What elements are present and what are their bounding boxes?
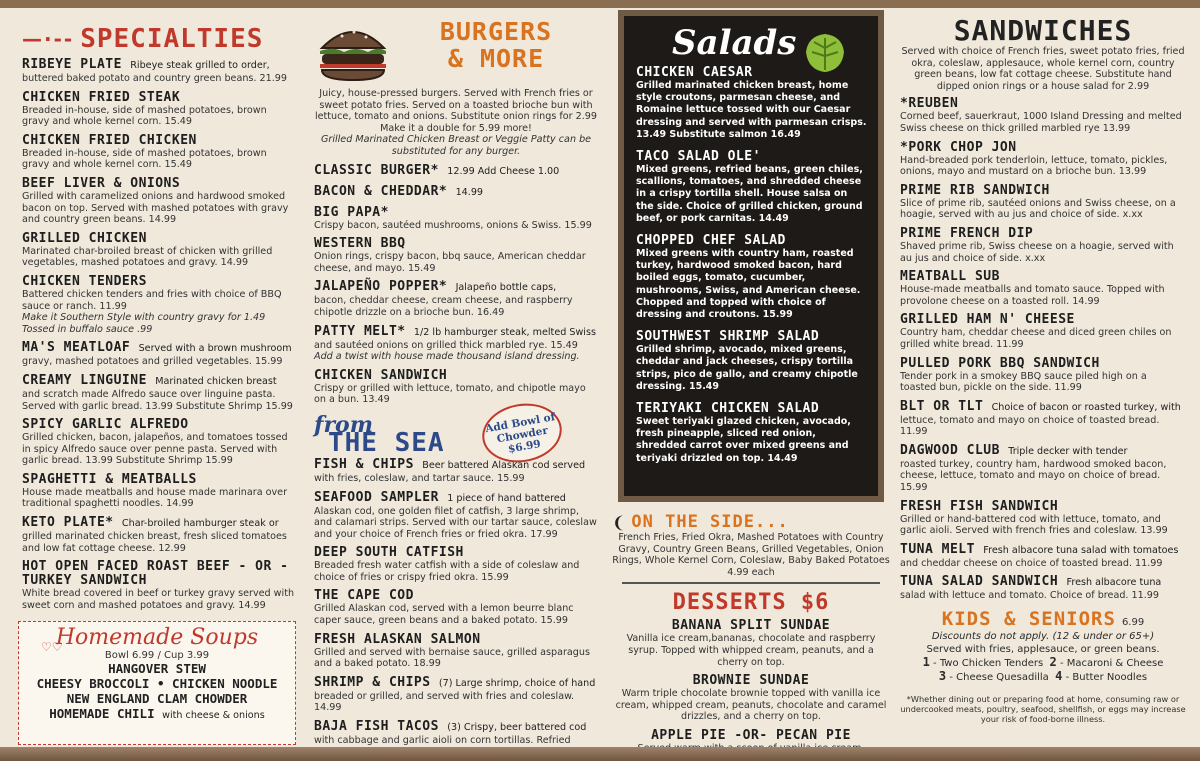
menu-item-name (900, 184, 1186, 198)
menu-item-title: BANANA SPLIT SUNDAE (671, 618, 831, 634)
menu-item-title: SEAFOOD SAMPLER (314, 489, 439, 505)
sea-from: from (314, 411, 374, 438)
menu-item-desc: Vanilla ice cream,bananas, chocolate and raspberry syrup. Topped with whipped cream, peanuts, and a cherry on top. (626, 633, 876, 668)
menu-item (636, 402, 868, 465)
menu-item-title: SPAGHETTI & MEATBALLS (22, 471, 197, 487)
menu-item (900, 543, 1186, 570)
kids-opt2: - Macaroni & Cheese (1059, 658, 1164, 670)
menu-item-inline-desc: 1 piece of hand battered (447, 492, 566, 504)
menu-item-name (22, 418, 296, 432)
menu-item-name (314, 720, 598, 735)
menu-item-name (612, 674, 890, 688)
menu-item-name (22, 374, 296, 389)
menu-item-title: MA'S MEATLOAF (22, 340, 131, 356)
menu-item-title: *REUBEN (900, 96, 959, 112)
menu-item (314, 206, 598, 232)
menu-item-desc: lettuce, tomato and mayo on choice of toasted bread. 11.99 (900, 414, 1160, 438)
menu-item-name (22, 91, 296, 105)
wood-border-bottom (0, 747, 1200, 761)
menu-item-name (314, 633, 598, 647)
burgers-column (304, 10, 606, 745)
menu-item-title: PRIME RIB SANDWICH (900, 182, 1050, 198)
burgers-title-line2: & MORE (447, 44, 545, 73)
menu-item-title: CHOPPED CHEF SALAD (636, 233, 786, 249)
kids-options-row-1 (900, 656, 1186, 670)
menu-item-desc: salad with lettuce and tomato. Choice of bread. 11.99 (900, 590, 1159, 602)
burger-icon (314, 18, 394, 84)
menu-item-name (314, 491, 598, 506)
menu-item-desc: Tender pork in a smokey BBQ sauce piled high on a toasted bun, pickle on the side. 11.99 (900, 370, 1147, 394)
menu-item (314, 325, 598, 363)
menu-item-desc: bacon, cheddar cheese, cream cheese, and raspberry chipotle drizzle on a brioche bun. 16.49 (314, 295, 573, 318)
burgers-title (394, 18, 598, 72)
menu-item-title: CHICKEN CAESAR (636, 65, 753, 80)
menu-item-name (314, 325, 598, 340)
soup-chili: HOMEMADE CHILI (49, 706, 155, 721)
kids-opt4-num: 4 (1055, 669, 1063, 684)
menu-item-desc: Slice of prime rib, sautéed onions and Swiss cheese, on a hoagie, served with au jus and choice of side. x.xx (900, 197, 1176, 221)
menu-item-name (900, 141, 1186, 155)
menu-item (314, 676, 598, 714)
menu-item-name (314, 185, 598, 200)
menu-item (900, 270, 1186, 307)
specialties-header (22, 24, 296, 54)
homemade-soups-box (18, 621, 296, 745)
menu-item-name (900, 400, 1186, 415)
food-safety-disclaimer: *Whether dining out or preparing food at home, consuming raw or undercooked meats, poultry, seafood, shellfish, or eggs may increase your risk of food-borne illness. (900, 694, 1186, 725)
side-header (612, 512, 890, 532)
menu-item-inline-desc: (7) Large shrimp, choice of hand (438, 677, 596, 689)
menu-item-title: FRESH ALASKAN SALMON (314, 631, 481, 647)
menu-item-title: TUNA SALAD SANDWICH (900, 574, 1059, 590)
menu-item-inline-desc: Triple decker with tender (1008, 445, 1128, 457)
hearts-icon: ♡♡ (41, 640, 63, 654)
wood-border-top (0, 0, 1200, 8)
menu-item-inline-desc: 14.99 (455, 186, 484, 198)
specialties-title: SPECIALTIES (80, 24, 264, 54)
menu-item-desc: Crispy or grilled with lettuce, tomato, and chipotle mayo on a bun. 13.49 (314, 382, 586, 406)
menu-item-title: TERIYAKI CHICKEN SALAD (636, 401, 820, 417)
menu-item-title: PULLED PORK BBQ SANDWICH (900, 355, 1100, 371)
menu-item-name (22, 473, 296, 487)
menu-item (314, 589, 598, 626)
menu-item-desc: Grilled shrimp, avocado, mixed greens, cheddar and jack cheeses, crispy tortilla strips, pico de gallo, and creamy chipotle dressing. 15.49 (636, 344, 858, 392)
menu-item-desc: Mixed greens with country ham, roasted turkey, hardwood smoked bacon, hard boiled eggs, tomato, cucumber, mushrooms, Swiss, and American cheese. Chopped and topped with choice of dressing and croutons. 15.99 (636, 248, 861, 321)
menu-item-title: SHRIMP & CHIPS (314, 674, 431, 690)
menu-item-name (22, 275, 296, 289)
menu-item (900, 141, 1186, 178)
menu-item-desc: White bread covered in beef or turkey gravy served with sweet corn and mashed potatoes and gravy. 14.99 (22, 588, 295, 611)
kids-served: Served with fries, applesauce, or green beans. (926, 644, 1160, 656)
menu-item (22, 134, 296, 171)
menu-item-inline-desc: 12.99 Add Cheese 1.00 (447, 165, 560, 177)
menu-item-title: BLT OR TLT (900, 398, 984, 414)
menu-item-title: BIG PAPA* (314, 204, 389, 220)
salads-list (636, 66, 868, 465)
salads-title: Salads (672, 23, 797, 63)
menu-item-title: SPICY GARLIC ALFREDO (22, 417, 189, 433)
menu-item-inline-desc: (3) Crispy, beer battered cod (447, 722, 587, 734)
desserts-list (612, 619, 890, 754)
menu-item-desc: Grilled or hand-battered cod with lettuce, tomato, and garlic aioli. Served with french fries and coleslaw. 13.99 (900, 513, 1168, 537)
menu-item-title: RIBEYE PLATE (22, 57, 122, 72)
menu-item (22, 275, 296, 335)
menu-item-note: Make it Southern Style with country gravy for 1.49 Tossed in buffalo sauce .99 (22, 312, 266, 335)
desserts-title: DESSERTS $6 (672, 590, 830, 616)
menu-item-desc: Shaved prime rib, Swiss cheese on a hoagie, served with au jus and choice of side. x.xx (900, 240, 1174, 264)
menu-item (314, 164, 598, 179)
kids-opt3-num: 3 (938, 669, 947, 684)
menu-item (314, 458, 598, 485)
soups-price: Bowl 6.99 / Cup 3.99 (104, 650, 210, 661)
menu-item-name (314, 458, 598, 473)
divider (622, 582, 880, 584)
menu-item-title: BAJA FISH TACOS (314, 719, 439, 735)
soup-chili-suffix: with cheese & onions (162, 710, 265, 721)
menu-item (900, 97, 1186, 134)
menu-item-desc: buttered baked potato and country green beans. 21.99 (22, 73, 287, 84)
menu-item (636, 330, 868, 393)
menu-item (900, 500, 1186, 537)
menu-item (314, 280, 598, 318)
menu-item-title: MEATBALL SUB (900, 269, 1000, 285)
menu-item-note: Add a twist with house made thousand island dressing. (314, 351, 580, 363)
kids-opt3: - Cheese Quesadilla (949, 672, 1049, 684)
menu-item-desc: House-made meatballs and tomato sauce. Topped with provolone cheese on a toasted roll. 14.99 (900, 284, 1165, 307)
menu-item-name (900, 97, 1186, 111)
menu-item-desc: Mixed greens, refried beans, green chiles, scallions, tomatoes, and shredded cheese in a crispy tortilla shell. House salsa on the side. Choice of grilled chicken, ground beef, or pork carnitas. 14.49 (636, 164, 863, 224)
menu-item-name (636, 402, 868, 416)
menu-item (22, 560, 296, 611)
menu-item (22, 473, 296, 510)
menu-item-title: TUNA MELT (900, 541, 975, 557)
menu-item-title: FRESH FISH SANDWICH (900, 498, 1059, 514)
menu-item-desc: gravy, mashed potatoes and grilled vegetables. 15.99 (22, 356, 283, 368)
menu-item (22, 177, 296, 226)
specialties-list (22, 58, 296, 611)
menu-item-name (900, 575, 1186, 590)
menu-item-desc: Breaded in-house, side of mashed potatoes, brown gravy and whole kernel corn. 15.49 (22, 147, 267, 171)
menu-item (636, 234, 868, 321)
menu-item-name (612, 729, 890, 743)
menu-item-inline-desc: Fresh albacore tuna salad with tomatoes (983, 544, 1179, 556)
menu-item-desc: Country ham, cheddar cheese and diced green chiles on grilled white bread. 11.99 (900, 327, 1172, 350)
menu-item-title: BEEF LIVER & ONIONS (22, 175, 181, 191)
menu-item (612, 619, 890, 668)
menu-item (314, 237, 598, 274)
menu-item-title: WESTERN BBQ (314, 236, 406, 252)
menu-item-desc: and cheddar cheese on choice of toasted bread. 11.99 (900, 557, 1163, 569)
burgers-intro-italic: Grilled Marinated Chicken Breast or Veggie Patty can be substituted for any burger. (320, 134, 592, 157)
menu-item-desc: House made meatballs and house made marinara over traditional spaghetti noodles. 14.99 (22, 486, 288, 510)
menu-item-inline-desc: Beer battered Alaskan cod served (422, 459, 586, 471)
menu-item-title: GRILLED HAM N' CHEESE (900, 312, 1075, 328)
menu-item-name (900, 270, 1186, 284)
kids-opt4: - Butter Noodles (1065, 672, 1148, 684)
burgers-intro: Juicy, house-pressed burgers. Served with French fries or sweet potato fries. Served on a toasted brioche bun with lettuce, tomato and onions. Substitute onion rings for 2.99 Make it a double for 5.99 more! (314, 88, 598, 134)
menu-item (900, 575, 1186, 602)
menu-item (636, 150, 868, 225)
menu-item (22, 232, 296, 269)
salads-column (606, 10, 896, 745)
menu-item-title: BACON & CHEDDAR* (314, 183, 448, 199)
sandwiches-intro: Served with choice of French fries, sweet potato fries, fried okra, coleslaw, applesauce, whole kernel corn, country green beans, low fat cottage cheese. Substitute hand dipped onion rings or a house salad for 2.99 (901, 46, 1185, 92)
menu-item-name (636, 150, 868, 164)
menu-item-desc: and sautéed onions on grilled thick marbled rye. 15.49 (314, 339, 578, 351)
menu-item (900, 444, 1186, 494)
menu-item-desc: roasted turkey, country ham, hardwood smoked bacon, cheese, lettuce, tomato and mayo on choice of bread. 15.99 (900, 458, 1167, 494)
sandwiches-list (900, 97, 1186, 602)
sea-title: THE SEA (328, 427, 445, 458)
menu-item-inline-desc: Marinated chicken breast (155, 375, 277, 387)
menu-item-title: *PORK CHOP JON (900, 139, 1017, 155)
menu-item-name (900, 313, 1186, 327)
sandwiches-title: SANDWICHES (953, 14, 1133, 47)
menu-item-title: CHICKEN SANDWICH (314, 367, 448, 383)
menu-item (900, 313, 1186, 350)
menu-item (22, 374, 296, 412)
soup-line-1: HANGOVER STEW (108, 661, 206, 676)
side-title: ON THE SIDE... (631, 512, 789, 532)
menu-item-name (900, 444, 1186, 459)
menu-item-name (22, 232, 296, 246)
menu-item-name (22, 134, 296, 148)
soup-line-4 (23, 706, 291, 723)
menu-item-name (636, 234, 868, 248)
menu-item-inline-desc: Jalapeño bottle caps, (455, 282, 557, 294)
kids-title: KIDS & SENIORS (941, 608, 1116, 631)
sea-list (314, 458, 598, 758)
menu-item-title: FISH & CHIPS (314, 456, 414, 472)
menu-item-desc: and scratch made Alfredo sauce over linguine pasta. Served with garlic bread. 13.99 Substitute Shrimp 15.99 (22, 388, 293, 412)
menu-item-title: HOT OPEN FACED ROAST BEEF - OR - TURKEY SANDWICH (22, 559, 289, 589)
menu-item-name (314, 206, 598, 220)
menu-item-title: CHICKEN FRIED STEAK (22, 89, 181, 105)
chowder-badge: Add Bowl of Chowder $6.99 (478, 397, 567, 468)
burgers-title-line1: BURGERS (439, 17, 553, 46)
salads-chalkboard (618, 10, 884, 502)
kids-opt1: - Two Chicken Tenders (933, 658, 1044, 670)
menu-item (314, 185, 598, 200)
menu-item-title: DEEP SOUTH CATFISH (314, 545, 464, 561)
soup-line-2: CHEESY BROCCOLI • CHICKEN NOODLE (36, 676, 278, 691)
menu-item (612, 674, 890, 723)
menu-item-name (22, 560, 296, 588)
kids-discount: Discounts do not apply. (12 & under or 65+) (931, 631, 1155, 643)
kids-price: 6.99 (1121, 617, 1145, 629)
menu-item (22, 91, 296, 128)
menu-item-inline-desc: Served with a brown mushroom (138, 343, 292, 355)
menu-item-desc: Marinated char-broiled breast of chicken with grilled vegetables, mashed potatoes and gravy. 14.99 (22, 245, 273, 269)
menu-item-desc: Grilled and served with bernaise sauce, grilled asparagus and a baked potato. 18.99 (314, 646, 590, 670)
menu-item-title: SOUTHWEST SHRIMP SALAD (636, 329, 820, 345)
menu-item-desc: grilled marinated chicken breast, fresh sliced tomatoes and low fat cottage cheese. 12.99 (22, 531, 287, 554)
menu-item (314, 546, 598, 583)
menu-item-title: CHICKEN FRIED CHICKEN (22, 132, 197, 148)
menu-item-desc: Warm triple chocolate brownie topped with vanilla ice cream, whipped cream, peanuts, chocolate and caramel drizzles, and a cherry on top. (615, 688, 887, 723)
kids-box (900, 608, 1186, 724)
menu-item-name (612, 619, 890, 633)
menu-item (900, 357, 1186, 394)
burgers-header (314, 18, 598, 88)
menu-item-name (314, 369, 598, 383)
menu-item-desc: Breaded in-house, side of mashed potatoes, brown gravy and whole kernel corn. 15.49 (22, 104, 267, 128)
kids-opt1-num: 1 (922, 655, 930, 670)
menu-item-name (314, 280, 598, 295)
menu-item-desc: with cabbage and garlic aioli on corn tortillas. Refried (314, 735, 571, 747)
menu-item (636, 66, 868, 141)
menu-item-title: TACO SALAD OLE' (636, 149, 761, 165)
menu-item-desc: Grilled marinated chicken breast, home style croutons, parmesan cheese, and Romaine lettuce tossed with our Caesar dressing and served with parmesan crisps. 13.49 Substitute salmon 16.49 (636, 80, 867, 140)
side-desc: French Fries, Fried Okra, Mashed Potatoes with Country Gravy, Country Green Beans, Grilled Vegetables, Onion Rings, Whole Kernel Corn, Coleslaw, Baby Baked Potatoes 4.99 each (612, 532, 890, 578)
soup-line-3: NEW ENGLAND CLAM CHOWDER (66, 691, 248, 706)
lettuce-icon (802, 30, 848, 76)
menu-item-title: CHICKEN TENDERS (22, 273, 147, 289)
menu-item-desc: breaded or grilled, and served with fries and coleslaw. 14.99 (314, 690, 575, 714)
menu-item-desc: Corned beef, sauerkraut, 1000 Island Dressing and melted Swiss cheese on thick grilled marbled rye 13.99 (900, 111, 1182, 134)
menu-item-name (900, 543, 1186, 558)
menu-item-title: THE CAPE COD (314, 588, 414, 604)
kids-options-row-2 (900, 670, 1186, 684)
menu-item (314, 491, 598, 541)
menu-item-name (22, 516, 296, 531)
menu-item-title: JALAPEÑO POPPER* (314, 279, 448, 295)
menu-item-title: APPLE PIE -OR- PECAN PIE (651, 727, 851, 743)
menu-item-name (314, 546, 598, 560)
menu-item-desc: Breaded fresh water catfish with a side of coleslaw and choice of fries or crispy fried okra. 15.99 (314, 560, 580, 583)
menu-item-desc: with fries, coleslaw, and tartar sauce. 15.99 (314, 472, 525, 484)
menu-item-name (22, 58, 296, 73)
menu-item (22, 418, 296, 467)
menu-item-inline-desc: Char-broiled hamburger steak or (121, 518, 279, 530)
menu-item (22, 516, 296, 554)
sandwiches-column (896, 10, 1200, 745)
menu-item-name (900, 357, 1186, 371)
menu-item-name (900, 227, 1186, 241)
curl-icon: ❨ (612, 512, 626, 532)
menu-item-desc: Grilled with caramelized onions and hardwood smoked bacon on top. Served with mashed potatoes with gravy and country green beans. 14.99 (22, 190, 289, 226)
menu-item (22, 58, 296, 85)
menu-item (900, 227, 1186, 264)
menu-item-desc: Battered chicken tenders and fries with choice of BBQ sauce or ranch. 11.99 (22, 288, 282, 312)
menu-item-title: DAGWOOD CLUB (900, 442, 1000, 458)
menu-item-title: CLASSIC BURGER* (314, 162, 439, 178)
menu-item (314, 633, 598, 670)
kids-opt2-num: 2 (1049, 655, 1057, 670)
menu-item-desc: Grilled chicken, bacon, jalapeños, and tomatoes tossed in spicy Alfredo sauce over penne pasta. Served with garlic bread. 13.99 Substitute Shrimp 15.99 (22, 432, 288, 467)
menu-item-title: CREAMY LINGUINE (22, 372, 147, 388)
menu-item (900, 184, 1186, 221)
menu-item-title: BROWNIE SUNDAE (692, 673, 810, 689)
menu-item-desc: Alaskan cod, one golden filet of catfish, 3 large shrimp, and calamari strips. Served with our tartar sauce, coleslaw and your choice of French fries or fried okra. 17.99 (314, 505, 597, 540)
menu-item-name (314, 237, 598, 251)
menu-item-name (314, 589, 598, 603)
menu-item-desc: Grilled Alaskan cod, served with a lemon beurre blanc caper sauce, green beans and a baked potato. 15.99 (314, 603, 574, 627)
menu-item-name (314, 164, 598, 179)
menu-item-title: GRILLED CHICKEN (22, 230, 147, 246)
menu-item-desc: Crispy bacon, sautéed mushrooms, onions & Swiss. 15.99 (314, 219, 592, 231)
menu-item (314, 369, 598, 406)
menu-item (22, 341, 296, 368)
dash-decoration: —·-- (22, 27, 75, 51)
soups-title: Homemade Soups (55, 625, 259, 650)
menu-item-desc: Sweet teriyaki glazed chicken, avocado, fresh pineapple, sliced red onion, shredded carrot over mixed greens and teriyaki drizzled on top. 14.49 (636, 416, 851, 464)
menu-item (900, 400, 1186, 438)
sea-header (314, 412, 598, 458)
burgers-list (314, 164, 598, 406)
menu-item-desc: Hand-breaded pork tenderloin, lettuce, tomato, pickles, onions, mayo and mustard on a brioche bun. 13.99 (900, 154, 1168, 178)
menu-item-name (314, 676, 598, 691)
menu-item-name (22, 341, 296, 356)
menu-item-inline-desc: Ribeye steak grilled to order, (130, 60, 270, 71)
menu-item-title: PRIME FRENCH DIP (900, 225, 1034, 241)
menu-item-name (900, 500, 1186, 514)
menu-item-title: PATTY MELT* (314, 323, 406, 339)
menu-item-title: KETO PLATE* (22, 515, 114, 531)
menu-item-desc: Onion rings, crispy bacon, bbq sauce, American cheddar cheese, and mayo. 15.49 (314, 251, 586, 274)
menu-item-name (636, 330, 868, 344)
menu-item-inline-desc: 1/2 lb hamburger steak, melted Swiss (413, 326, 596, 338)
menu-item-inline-desc: Choice of bacon or roasted turkey, with (991, 401, 1181, 413)
menu-item-name (22, 177, 296, 191)
menu-item-inline-desc: Fresh albacore tuna (1066, 577, 1162, 589)
